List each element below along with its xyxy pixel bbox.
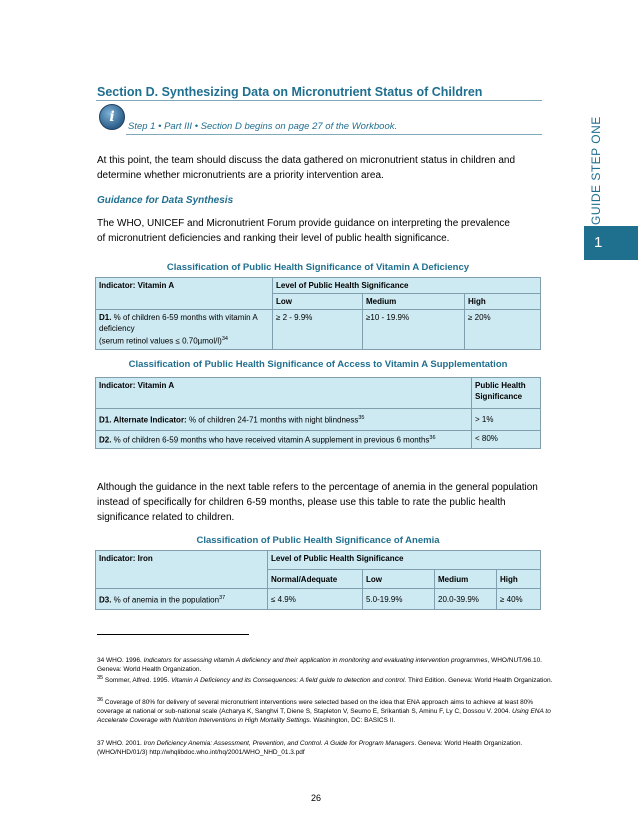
vitamin-a-supplementation-table [95, 377, 541, 449]
table3-value-high: ≥ 40% [497, 589, 541, 610]
footnote-36: $^{36}$ Coverage of 80% for delivery of several micronutrient interventions were selected based on the idea that ENA approach aims to achieve at least 80% coverage at national or sub-national scale (Acharya K, Sanghvi T, Diene S, Stapleton V, Seumo E, Srikantiah S, Aminu F, Ly C, Dossou V. 2004. Using ENA to Accelerate Coverage with Nutrition Interventions in High Mortality Settings. Washington, DC: BASICS II. [97, 697, 551, 724]
table2-row1-value: > 1% [472, 409, 541, 431]
guide-step-label: GUIDE STEP ONE [589, 116, 603, 225]
table3-title: Classification of Public Health Significance of Anemia [196, 535, 440, 546]
guidance-heading: Guidance for Data Synthesis [97, 195, 234, 206]
chapter-tab: 1 [584, 226, 638, 260]
footnote-divider [97, 634, 249, 635]
table2-row1-label: D1. Alternate Indicator: % of children 24-71 months with night blindness$^{35}$ [96, 409, 472, 431]
footnote-34: 34 WHO. 1996. Indicators for assessing vitamin A deficiency and their application in monitoring and evaluating intervention programmes, WHO/NUT/96.10. Geneva: World Health Organization. [97, 657, 542, 673]
table3-value-normal: ≤ 4.9% [268, 589, 363, 610]
table2-significance-header: Public Health Significance [472, 378, 541, 409]
table3-row-label: D3. % of anemia in the population$^{37}$ [96, 589, 268, 610]
table-row [96, 589, 541, 610]
table2-title: Classification of Public Health Significance of Access to Vitamin A Supplementation [128, 359, 508, 370]
table3-level-medium: Medium [435, 570, 497, 589]
table2-row2-label: D2. % of children 6-59 months who have received vitamin A supplement in previous 6 months$^{36}$ [96, 431, 472, 449]
vitamin-a-deficiency-table [95, 277, 541, 350]
footnote-35: $^{35}$ Sommer, Alfred. 1995. Vitamin A Deficiency and its Consequences: A field guide to detection and control. Third Edition. Geneva: World Health Organization. [97, 675, 553, 685]
table2-indicator-header: Indicator: Vitamin A [96, 378, 472, 409]
table1-level-header: Level of Public Health Significance [273, 278, 541, 294]
table2-row2-value: < 80% [472, 431, 541, 449]
table-row [96, 409, 541, 431]
table3-level-high: High [497, 570, 541, 589]
guidance-paragraph: The WHO, UNICEF and Micronutrient Forum provide guidance on interpreting the prevalence of micronutrient deficiencies and ranking their level of public health significance. [97, 218, 510, 244]
anemia-table [95, 550, 541, 610]
table-row [96, 310, 541, 350]
table1-indicator-header: Indicator: Vitamin A [96, 278, 273, 310]
table3-level-low: Low [363, 570, 435, 589]
table3-indicator-header: Indicator: Iron [96, 551, 268, 589]
anemia-paragraph: Although the guidance in the next table refers to the percentage of anemia in the general population instead of specifically for children 6-59 months, please use this table to rate the public health significance related to children. [97, 482, 538, 523]
table1-level-low: Low [273, 294, 363, 310]
page-number: 26 [311, 793, 322, 803]
table1-level-high: High [465, 294, 541, 310]
table1-level-medium: Medium [363, 294, 465, 310]
intro-paragraph: At this point, the team should discuss the data gathered on micronutrient status in children and determine whether micronutrients are a priority intervention area. [97, 155, 516, 181]
table3-level-normal: Normal/Adequate [268, 570, 363, 589]
table-row [96, 431, 541, 449]
table1-value-high: ≥ 20% [465, 310, 541, 350]
section-divider [96, 100, 542, 101]
table3-level-header: Level of Public Health Significance [268, 551, 541, 570]
table1-row-label: D1. % of children 6-59 months with vitamin A deficiency (serum retinol values ≤ 0.70µmol/l)$^{34}$ [96, 310, 273, 350]
table3-value-medium: 20.0-39.9% [435, 589, 497, 610]
section-title: Section D. Synthesizing Data on Micronutrient Status of Children [97, 85, 483, 99]
step-note: Step 1 • Part III • Section D begins on page 27 of the Workbook. [128, 121, 398, 132]
step-note-divider [126, 134, 542, 135]
table1-value-medium: ≥10 - 19.9% [363, 310, 465, 350]
table3-value-low: 5.0-19.9% [363, 589, 435, 610]
table1-value-low: ≥ 2 - 9.9% [273, 310, 363, 350]
table1-title: Classification of Public Health Significance of Vitamin A Deficiency [166, 262, 470, 273]
footnote-37: 37 WHO. 2001. Iron Deficiency Anemia: Assessment, Prevention, and Control. A Guide for Program Managers. Geneva: World Health Organization. (WHO/NHD/01/3) http://whqlibdoc.who.int/hq/2001/WHO_NHD_01.3.pdf [97, 740, 523, 756]
info-icon: i [99, 104, 125, 130]
